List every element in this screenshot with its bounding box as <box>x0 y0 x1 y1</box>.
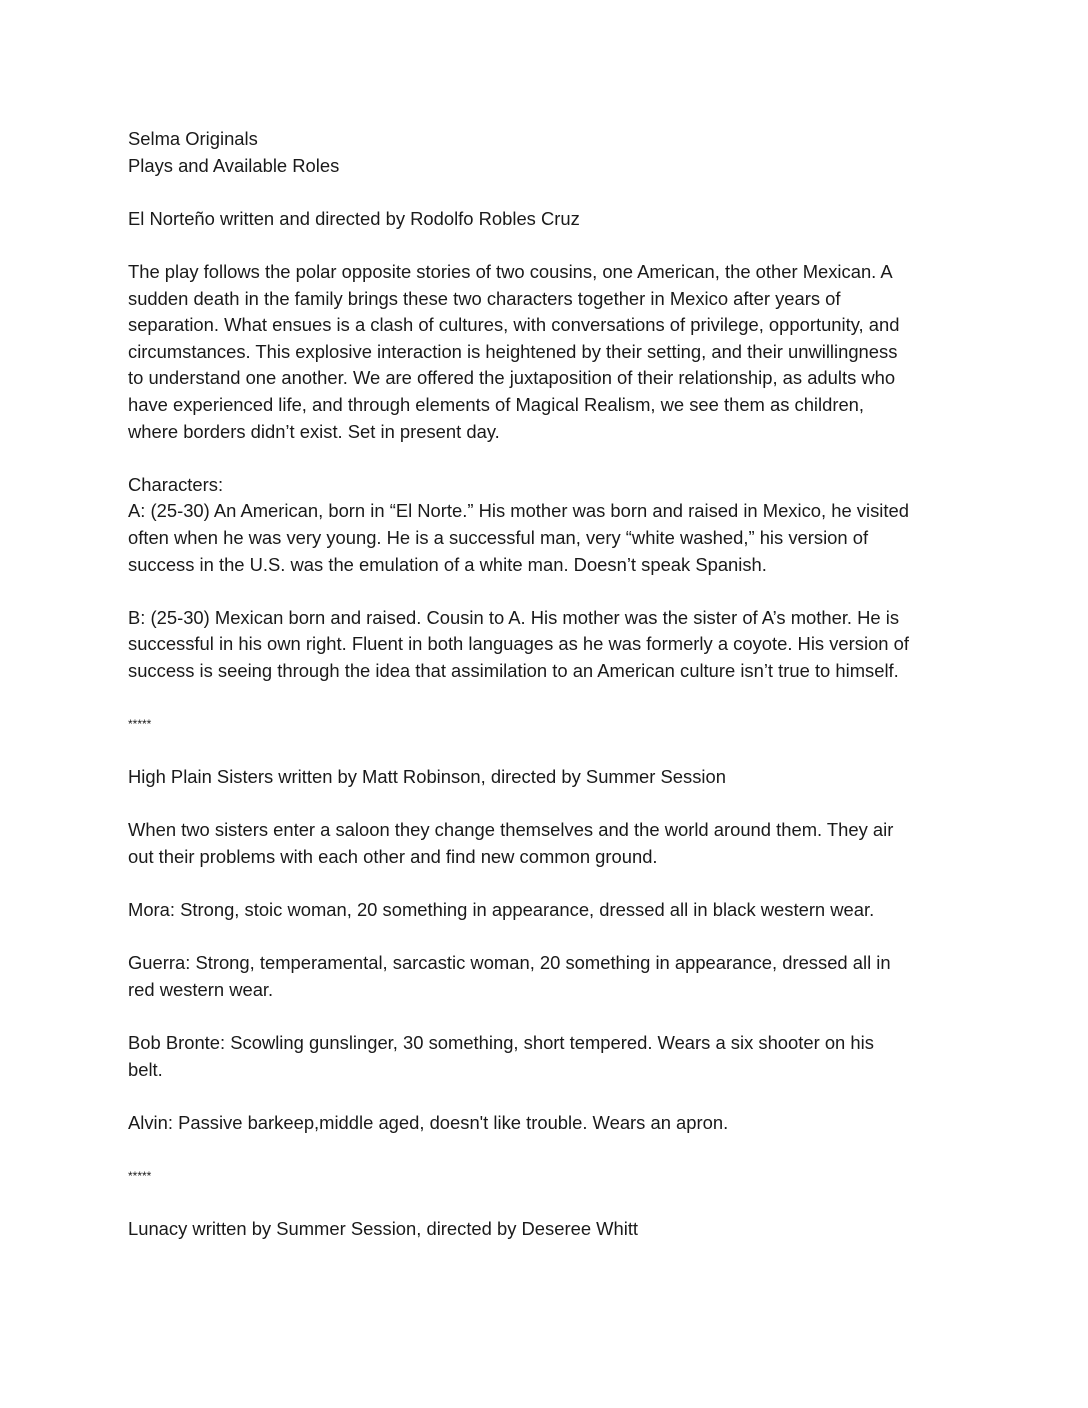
organization-name: Selma Originals <box>128 128 258 149</box>
document-title: Plays and Available Roles <box>128 154 340 176</box>
play-title-high-plain-sisters: High Plain Sisters written by Matt Robinson, directed by Summer Session <box>128 766 726 788</box>
section-separator: ***** <box>128 1169 152 1184</box>
document-page <box>128 126 968 1270</box>
character-guerra: Guerra: Strong, temperamental, sarcastic woman, 20 something in appearance, dressed all in red western wear. <box>128 952 891 1000</box>
characters-heading: Characters: <box>128 473 224 495</box>
section-separator: ***** <box>128 717 152 732</box>
play-synopsis-high-plain-sisters: When two sisters enter a saloon they change themselves and the world around them. They air out their problems with each other and find new common ground. <box>128 819 894 868</box>
document-header <box>128 126 968 179</box>
character-alvin: Alvin: Passive barkeep,middle aged, doesn't like trouble. Wears an apron. <box>128 1111 729 1133</box>
character-block-b: B: (25-30) Mexican born and raised. Cousin to A. His mother was the sister of A’s mother. He is successful in his own right. Fluent in both languages as he was formerly a coyote. His version of success is seeing through the idea that assimilation to an American culture isn’t true to himself. <box>128 606 909 681</box>
character-bob-bronte: Bob Bronte: Scowling gunslinger, 30 something, short tempered. Wears a six shooter on his belt. <box>128 1032 874 1080</box>
character-mora: Mora: Strong, stoic woman, 20 something in appearance, dressed all in black western wear. <box>128 899 875 921</box>
play-title-lunacy: Lunacy written by Summer Session, directed by Deseree Whitt <box>128 1218 639 1240</box>
character-block-a: Characters: A: (25-30) An American, born in “El Norte.” His mother was born and raised in Mexico, he visited often when he was very young. He is a successful man, very “white washed,” his version of success in the U.S. was the emulation of a white man. Doesn’t speak Spanish. <box>128 472 968 578</box>
play-synopsis-el-norteno: The play follows the polar opposite stories of two cousins, one American, the other Mexican. A sudden death in the family brings these two characters together in Mexico after years of separation. What ensues is a clash of cultures, with conversations of privilege, opportunity, and circumstances. This explosive interaction is heightened by their setting, and their unwillingness to understand one another. We are offered the juxtaposition of their relationship, as adults who have experienced life, and through elements of Magical Realism, we see them as children, where borders didn’t exist. Set in present day. <box>128 260 900 442</box>
play-title-el-norteno: El Norteño written and directed by Rodolfo Robles Cruz <box>128 207 580 229</box>
